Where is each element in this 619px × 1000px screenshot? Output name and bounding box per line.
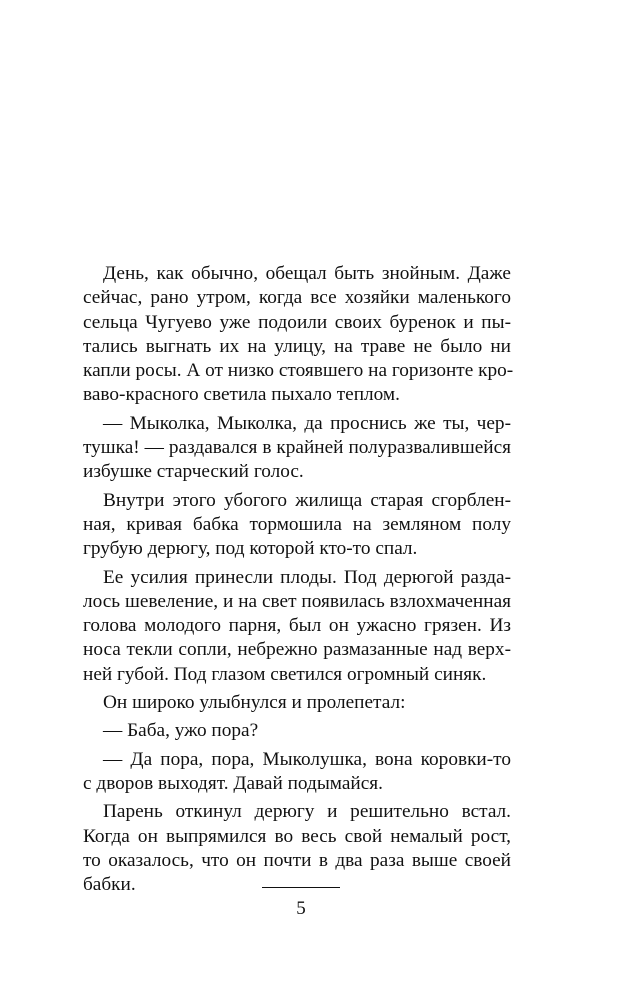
text-line: тушка! — раздавался в крайней полуразвалившейся xyxy=(83,437,511,459)
text-line: сельца Чугуево уже подоили своих буренок и пы- xyxy=(83,311,511,333)
footer-divider xyxy=(262,887,340,888)
text-line: носа текли сопли, небрежно размазанные над верх- xyxy=(83,639,511,661)
paragraph-5 xyxy=(83,691,511,715)
text-line: избушке старческий голос. xyxy=(83,461,304,483)
text-line: — Мыколка, Мыколка, да проснись же ты, чер- xyxy=(103,412,511,434)
text-line: ная, кривая бабка тормошила на земляном полу xyxy=(83,513,511,535)
text-line: капли росы. А от низко стоявшего на горизонте кро- xyxy=(83,360,514,382)
paragraph-6 xyxy=(83,719,511,743)
page-body xyxy=(83,262,514,897)
paragraph-1 xyxy=(83,262,514,408)
text-line: Когда он выпрямился во весь свой немалый рост, xyxy=(83,825,511,847)
text-line: — Да пора, пора, Мыколушка, вона коровки-то xyxy=(103,748,511,770)
paragraph-8 xyxy=(83,800,511,897)
text-line: ваво-красного светила пыхало теплом. xyxy=(83,384,400,406)
paragraph-2 xyxy=(83,412,511,485)
text-line: Он широко улыбнулся и пролепетал: xyxy=(103,692,406,714)
text-line: Ее усилия принесли плоды. Под дерюгой разда- xyxy=(103,566,511,588)
text-line: с дворов выходят. Давай подымайся. xyxy=(83,772,383,794)
text-line: Парень откинул дерюгу и решительно встал. xyxy=(103,801,511,823)
text-line: ней губой. Под глазом светился огромный синяк. xyxy=(83,663,487,685)
text-line: День, как обычно, обещал быть знойным. Даже xyxy=(103,263,511,284)
text-line: голова молодого парня, был он ужасно грязен. Из xyxy=(83,615,511,637)
text-line: Внутри этого убогого жилища старая сгорблен- xyxy=(103,489,511,511)
text-line: — Баба, ужо пора? xyxy=(103,720,259,742)
text-line: сейчас, рано утром, когда все хозяйки маленького xyxy=(83,287,511,309)
text-line: то оказалось, что он почти в два раза выше своей xyxy=(83,849,511,871)
text-line: грубую дерюгу, под которой кто-то спал. xyxy=(83,538,418,560)
paragraph-7 xyxy=(83,748,511,797)
paragraph-3 xyxy=(83,489,511,562)
text-line: тались выгнать их на улицу, на траве не было ни xyxy=(83,335,511,357)
text-line: лось шевеление, и на свет появилась взлохмаченная xyxy=(83,590,511,612)
page-number: 5 xyxy=(296,898,306,919)
paragraph-4 xyxy=(83,566,511,687)
text-line: бабки. xyxy=(83,874,136,896)
